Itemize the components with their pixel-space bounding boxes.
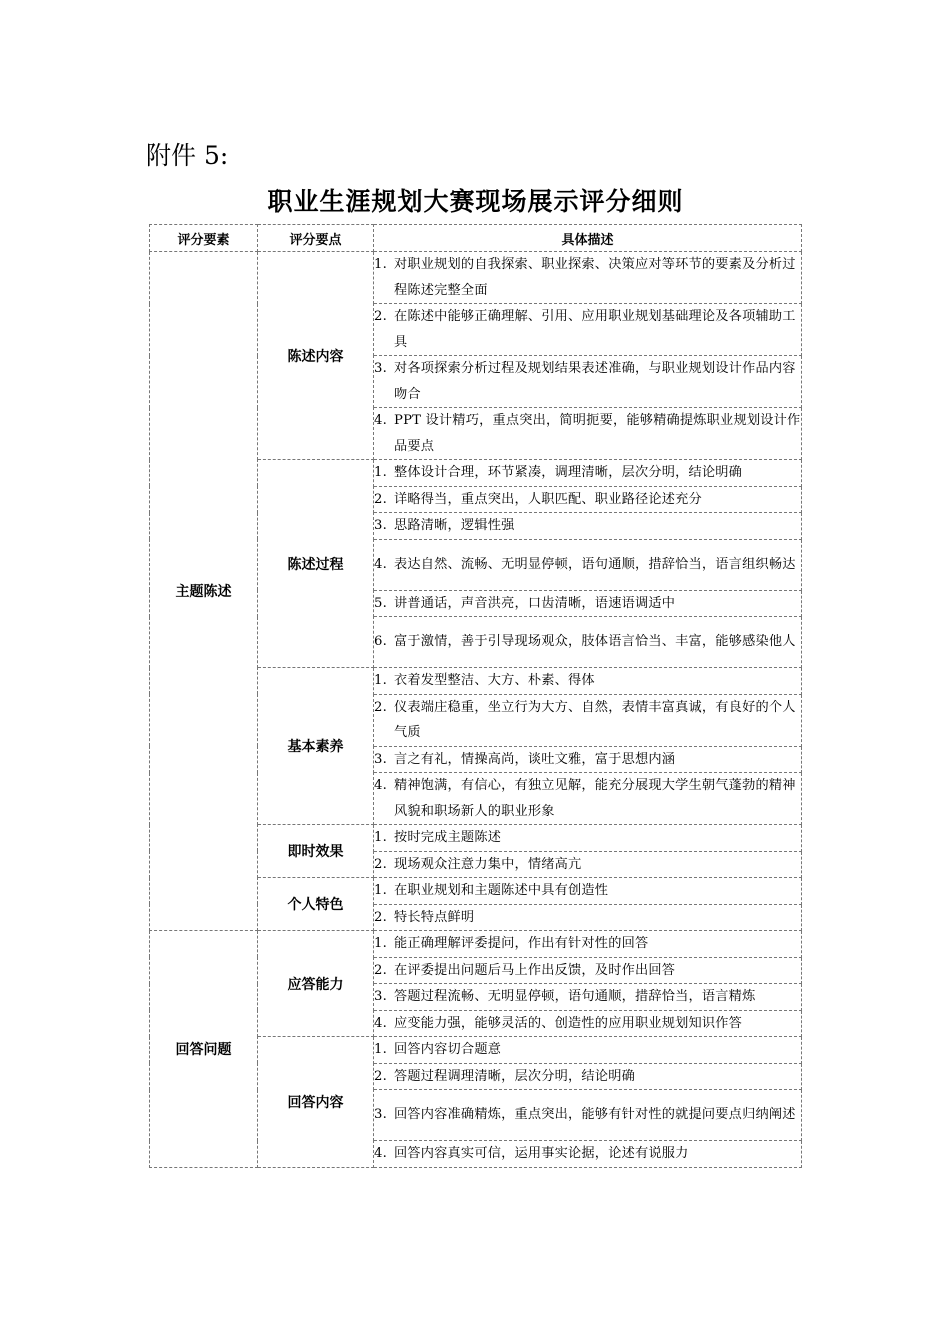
description-cell [374, 851, 802, 878]
item-text: 富于激情，善于引导现场观众，肢体语言恰当、丰富，能够感染他人 [394, 634, 796, 650]
description-cell [374, 486, 802, 513]
description-cell [374, 408, 802, 460]
item-number: 2. [374, 491, 387, 507]
scoring-element: 回答问题 [150, 931, 258, 1168]
item-number: 3. [374, 751, 387, 767]
item-text: 讲普通话，声音洪亮，口齿清晰，语速语调适中 [394, 595, 676, 611]
description-cell [374, 539, 802, 590]
scoring-element: 主题陈述 [150, 252, 258, 931]
item-text: 衣着发型整洁、大方、朴素、得体 [394, 673, 595, 688]
table-row [150, 931, 802, 958]
item-number: 1. [374, 465, 387, 480]
item-number: 3. [374, 1107, 387, 1123]
item-text: 现场观众注意力集中，情绪高亢 [394, 856, 582, 872]
item-text: 回答内容真实可信，运用事实论据，论述有说服力 [394, 1146, 689, 1161]
item-number: 4. [374, 1146, 387, 1161]
description-cell [374, 460, 802, 487]
item-number: 5. [374, 595, 387, 611]
item-text: 思路清晰，逻辑性强 [394, 518, 515, 533]
header-description: 具体描述 [374, 225, 802, 252]
item-text: 应变能力强，能够灵活的、创造性的应用职业规划知识作答 [394, 1015, 743, 1031]
scoring-point: 个人特色 [258, 878, 374, 931]
item-text: 答题过程调理清晰，层次分明，结论明确 [394, 1068, 635, 1084]
item-number: 4. [374, 413, 387, 428]
description-cell [374, 252, 802, 304]
description-cell [374, 931, 802, 958]
header-element: 评分要素 [150, 225, 258, 252]
item-number: 2. [374, 962, 387, 978]
description-cell [374, 957, 802, 984]
description-cell [374, 304, 802, 356]
item-number: 2. [374, 309, 387, 324]
table-header-row [150, 225, 802, 252]
description-cell [374, 617, 802, 668]
item-number: 3. [374, 518, 387, 533]
description-cell [374, 694, 802, 746]
item-text: 详略得当，重点突出，人职匹配、职业路径论述充分 [394, 491, 702, 507]
item-number: 2. [374, 856, 387, 872]
description-cell [374, 1141, 802, 1168]
item-text: 言之有礼，情操高尚，谈吐文雅，富于思想内涵 [394, 751, 676, 767]
attachment-label: 附件 5: [146, 141, 229, 170]
scoring-table [149, 224, 802, 1168]
description-cell [374, 1063, 802, 1090]
description-cell [374, 878, 802, 905]
item-number: 1. [374, 830, 387, 845]
scoring-point: 陈述过程 [258, 460, 374, 668]
item-number: 2. [374, 699, 387, 715]
description-cell [374, 1037, 802, 1064]
item-number: 3. [374, 361, 387, 376]
item-text: 特长特点鲜明 [394, 909, 475, 925]
scoring-point: 基本素养 [258, 668, 374, 825]
item-text: 对各项探索分析过程及规划结果表述准确，与职业规划设计作品内容吻合 [394, 361, 796, 402]
table-row [150, 252, 802, 304]
table-body [150, 252, 802, 1168]
item-text: 在陈述中能够正确理解、引用、应用职业规划基础理论及各项辅助工具 [394, 309, 796, 350]
header-point: 评分要点 [258, 225, 374, 252]
item-number: 1. [374, 673, 387, 688]
item-number: 3. [374, 989, 387, 1004]
item-number: 4. [374, 1015, 387, 1031]
item-number: 4. [374, 778, 387, 793]
item-number: 4. [374, 556, 387, 572]
item-number: 1. [374, 936, 387, 951]
description-cell [374, 746, 802, 773]
item-text: 精神饱满，有信心，有独立见解，能充分展现大学生朝气蓬勃的精神风貌和职场新人的职业形象 [394, 778, 796, 819]
item-text: 按时完成主题陈述 [394, 830, 502, 845]
description-cell [374, 1090, 802, 1141]
item-text: 表达自然、流畅、无明显停顿，语句通顺，措辞恰当，语言组织畅达 [394, 556, 796, 572]
item-text: 回答内容切合题意 [394, 1042, 502, 1057]
item-number: 6. [374, 634, 387, 650]
description-cell [374, 590, 802, 617]
item-text: 能正确理解评委提问，作出有针对性的回答 [394, 936, 649, 951]
item-text: 在评委提出问题后马上作出反馈，及时作出回答 [394, 962, 676, 978]
scoring-point: 应答能力 [258, 931, 374, 1037]
description-cell [374, 984, 802, 1011]
item-number: 1. [374, 257, 387, 272]
description-cell [374, 904, 802, 931]
description-cell [374, 513, 802, 540]
item-number: 1. [374, 883, 387, 898]
item-text: 在职业规划和主题陈述中具有创造性 [394, 883, 609, 898]
description-cell [374, 773, 802, 825]
description-cell [374, 668, 802, 695]
page-title: 职业生涯规划大赛现场展示评分细则 [267, 187, 684, 216]
description-cell [374, 825, 802, 852]
scoring-point: 回答内容 [258, 1037, 374, 1168]
item-text: 整体设计合理，环节紧凑，调理清晰，层次分明，结论明确 [394, 465, 743, 480]
description-cell [374, 1010, 802, 1037]
scoring-point: 陈述内容 [258, 252, 374, 460]
description-cell [374, 356, 802, 408]
scoring-point: 即时效果 [258, 825, 374, 878]
item-number: 2. [374, 909, 387, 925]
item-text: PPT 设计精巧，重点突出，简明扼要，能够精确提炼职业规划设计作品要点 [394, 413, 801, 454]
item-number: 1. [374, 1042, 387, 1057]
item-number: 2. [374, 1068, 387, 1084]
item-text: 回答内容准确精炼，重点突出，能够有针对性的就提问要点归纳阐述 [394, 1107, 796, 1123]
item-text: 对职业规划的自我探索、职业探索、决策应对等环节的要素及分析过程陈述完整全面 [394, 257, 796, 298]
item-text: 答题过程流畅、无明显停顿，语句通顺，措辞恰当，语言精炼 [394, 989, 756, 1004]
item-text: 仪表端庄稳重，坐立行为大方、自然，表情丰富真诚，有良好的个人气质 [394, 699, 796, 740]
